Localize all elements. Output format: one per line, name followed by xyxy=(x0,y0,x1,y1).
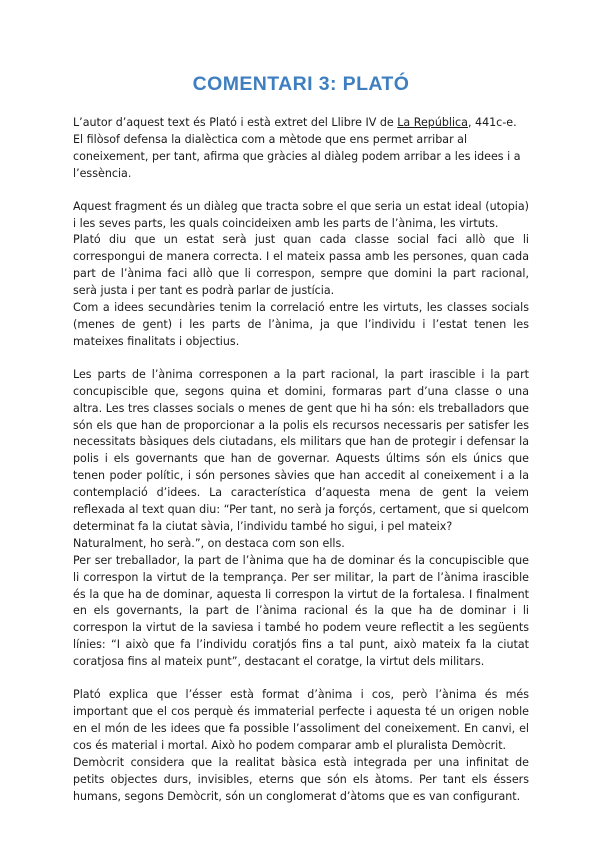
text-line: Com a idees secundàries tenim la correlació entre les virtuts, les classes socials (menes de gent) i les parts de l’ànima, ja que l’individu i l’estat tenen les mateixes finalitats i objectius. xyxy=(73,301,529,348)
intro-text: L’autor d’aquest text és Plató i està extret del Llibre IV de xyxy=(73,116,398,129)
paragraph-3 xyxy=(73,687,529,805)
intro-line xyxy=(73,115,529,132)
text-line: Aquest fragment és un diàleg que tracta sobre el que seria un estat ideal (utopia) i les seves parts, les quals coincideixen amb les parts de l’ànima, les virtuts. xyxy=(73,199,529,230)
text-line: Plató diu que un estat serà just quan cada classe social faci allò que li correspongui de manera correcta. I el mateix passa amb les persones, quan cada part de l’ànima faci allò que li correspon, sempre que domini la part racional, serà justa i per tant es podrà parlar de justícia. xyxy=(73,233,529,298)
intro-citation: , 441c-e. xyxy=(467,116,517,129)
text-line: Per ser treballador, la part de l’ànima que ha de dominar és la concupiscible que li correspon la virtut de la temprança. Per ser militar, la part de l’ànima irascible és la que ha de dominar, aquesta li correspon la virtut de la fortalesa. I finalment en els governants, la part de l’ànima racional és la que ha de dominar i li correspon la virtut de la saviesa i també ho podem veure reflectit a les següents línies: “I això que fa l’individu coratjós fins a tal punt, això mateix fa la ciutat coratjosa fins al mateix punt”, destacant el coratge, la virtut dels militars. xyxy=(73,553,529,669)
intro-body: El filòsof defensa la dialèctica com a mètode que ens permet arribar al coneixement, per tant, afirma que gràcies al diàleg podem arribar a les idees i a l’essència. xyxy=(73,132,521,180)
text-line: Naturalment, ho serà.”, on destaca com son ells. xyxy=(73,536,345,550)
intro-paragraph xyxy=(73,115,529,183)
page-title: COMENTARI 3: PLATÓ xyxy=(192,73,410,95)
book-title-link: La República xyxy=(397,116,468,129)
text-line: Demòcrit considera que la realitat bàsica està integrada per una infinitat de petits objectes durs, invisibles, eterns que són els àtoms. Per tant els éssers humans, segons Demòcrit, són un conglomerat d’àtoms que es van configurant. xyxy=(73,755,529,803)
paragraph-2 xyxy=(73,367,529,671)
text-line: Les parts de l’ànima corresponen a la part racional, la part irascible i la part concupiscible que, segons quina et domini, formaras part d’una classe o una altra. Les tres classes socials o menes de gent que hi ha són: els treballadors que són els que han de proporcionar a la polis els recursos necessaris per satisfer les necessitats bàsiques dels ciutadans, els militars que han de protegir i defensar la polis i els governants que han de governar. Aquests últims són els únics que tenen poder polític, i són persones sàvies que han accedit al coneixement i a la contemplació d’idees. La característica d’aquesta mena de gent la veiem reflexada al text quan diu: “Per tant, no serà ja forçós, certament, que si quelcom determinat fa la ciutat sàvia, l’individu també ho sigui, i pel mateix? xyxy=(73,367,529,533)
text-line: Plató explica que l’ésser està format d’ànima i cos, però l’ànima és més important que el cos perquè és immaterial perfecte i aquesta té un origen noble en el món de les idees que fa possible l’assoliment del coneixement. En canvi, el cos és material i mortal. Això ho podem comparar amb el pluralista Demòcrit. xyxy=(73,688,529,752)
paragraph-1 xyxy=(73,199,529,351)
